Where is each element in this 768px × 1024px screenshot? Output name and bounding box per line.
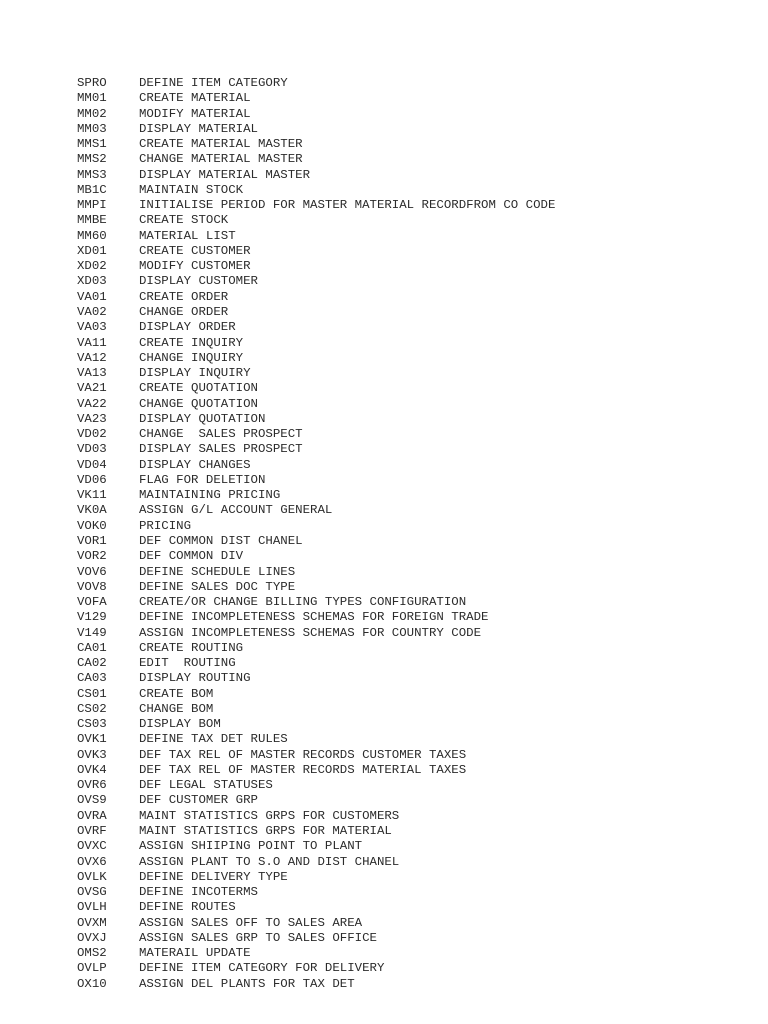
- list-item: [77, 397, 555, 412]
- transaction-code: MMPI: [77, 198, 107, 213]
- transaction-description: DEFINE INCOTERMS: [139, 885, 258, 900]
- list-item: [77, 961, 555, 976]
- list-item: [77, 900, 555, 915]
- transaction-code: OVK4: [77, 762, 107, 777]
- list-item: [77, 778, 555, 793]
- transaction-description: CREATE MATERIAL: [139, 91, 251, 106]
- transaction-description: CHANGE QUOTATION: [139, 396, 258, 411]
- transaction-code: OVS9: [77, 793, 107, 808]
- transaction-code: VOK0: [77, 518, 107, 533]
- transaction-description: MAINT STATISTICS GRPS FOR CUSTOMERS: [139, 808, 400, 823]
- transaction-description: DISPLAY QUOTATION: [139, 411, 266, 426]
- transaction-code: OVR6: [77, 778, 107, 793]
- transaction-code: CS01: [77, 686, 107, 701]
- list-item: [77, 809, 555, 824]
- transaction-code: MB1C: [77, 182, 107, 197]
- transaction-code: VK11: [77, 488, 107, 503]
- list-item: [77, 946, 555, 961]
- list-item: [77, 244, 555, 259]
- transaction-description: MODIFY CUSTOMER: [139, 259, 251, 274]
- list-item: [77, 137, 555, 152]
- transaction-description: DISPLAY INQUIRY: [139, 366, 251, 381]
- transaction-description: CHANGE BOM: [139, 701, 214, 716]
- transaction-code: OMS2: [77, 946, 107, 961]
- list-item: [77, 259, 555, 274]
- list-item: [77, 824, 555, 839]
- transaction-code: VOR1: [77, 533, 107, 548]
- list-item: [77, 641, 555, 656]
- transaction-code: MM01: [77, 91, 107, 106]
- list-item: [77, 305, 555, 320]
- transaction-code: OX10: [77, 976, 107, 991]
- transaction-code: OVRA: [77, 808, 107, 823]
- list-item: [77, 320, 555, 335]
- list-item: [77, 565, 555, 580]
- transaction-description: CREATE BOM: [139, 686, 214, 701]
- transaction-description: CHANGE INQUIRY: [139, 350, 244, 365]
- transaction-description: DEFINE ROUTES: [139, 900, 236, 915]
- transaction-code: VA01: [77, 289, 107, 304]
- transaction-code: VA03: [77, 320, 107, 335]
- transaction-code: MM02: [77, 106, 107, 121]
- transaction-description: ASSIGN SALES OFF TO SALES AREA: [139, 915, 363, 930]
- transaction-description: DISPLAY MATERIAL: [139, 121, 258, 136]
- transaction-code: MMBE: [77, 213, 107, 228]
- list-item: [77, 793, 555, 808]
- transaction-code: OVLH: [77, 900, 107, 915]
- transaction-description: DEFINE ITEM CATEGORY: [139, 76, 288, 90]
- list-item: [77, 534, 555, 549]
- list-item: [77, 763, 555, 778]
- transaction-code: CA03: [77, 671, 107, 686]
- transaction-description: DEF TAX REL OF MASTER RECORDS MATERIAL TAXES: [139, 762, 467, 777]
- list-item: [77, 931, 555, 946]
- transaction-code: MMS2: [77, 152, 107, 167]
- transaction-code: OVX6: [77, 854, 107, 869]
- list-item: [77, 855, 555, 870]
- list-item: [77, 76, 555, 91]
- transaction-code: OVXM: [77, 915, 107, 930]
- list-item: [77, 336, 555, 351]
- transaction-description: DISPLAY BOM: [139, 717, 221, 732]
- list-item: [77, 702, 555, 717]
- transaction-code: V129: [77, 610, 107, 625]
- transaction-description: DEF LEGAL STATUSES: [139, 778, 273, 793]
- transaction-code: MM03: [77, 121, 107, 136]
- transaction-description: ASSIGN INCOMPLETENESS SCHEMAS FOR COUNTRY CODE: [139, 625, 482, 640]
- list-item: [77, 168, 555, 183]
- list-item: [77, 122, 555, 137]
- transaction-code: OVSG: [77, 885, 107, 900]
- list-item: [77, 671, 555, 686]
- transaction-description: CREATE/OR CHANGE BILLING TYPES CONFIGURATION: [139, 595, 467, 610]
- list-item: [77, 595, 555, 610]
- transaction-description: CREATE ROUTING: [139, 640, 244, 655]
- list-item: [77, 412, 555, 427]
- transaction-description: CHANGE SALES PROSPECT: [139, 427, 303, 442]
- transaction-code: VD04: [77, 457, 107, 472]
- transaction-description: MAINTAIN STOCK: [139, 182, 244, 197]
- transaction-description: DEFINE SALES DOC TYPE: [139, 579, 296, 594]
- transaction-code: CA02: [77, 656, 107, 671]
- list-item: [77, 274, 555, 289]
- list-item: [77, 351, 555, 366]
- transaction-description: DISPLAY ORDER: [139, 320, 236, 335]
- transaction-description: MAINT STATISTICS GRPS FOR MATERIAL: [139, 824, 392, 839]
- list-item: [77, 885, 555, 900]
- transaction-description: DEFINE TAX DET RULES: [139, 732, 288, 747]
- transaction-code: VA22: [77, 396, 107, 411]
- transaction-description: DEFINE SCHEDULE LINES: [139, 564, 296, 579]
- list-item: [77, 366, 555, 381]
- transaction-description: ASSIGN SALES GRP TO SALES OFFICE: [139, 930, 377, 945]
- list-item: [77, 717, 555, 732]
- transaction-description: CREATE STOCK: [139, 213, 229, 228]
- transaction-description: DISPLAY CUSTOMER: [139, 274, 258, 289]
- transaction-code: XD03: [77, 274, 107, 289]
- list-item: [77, 839, 555, 854]
- transaction-description: CREATE QUOTATION: [139, 381, 258, 396]
- list-item: [77, 732, 555, 747]
- list-item: [77, 549, 555, 564]
- transaction-code: V149: [77, 625, 107, 640]
- transaction-description: DISPLAY SALES PROSPECT: [139, 442, 303, 457]
- transaction-code: OVLP: [77, 961, 107, 976]
- transaction-code: VA11: [77, 335, 107, 350]
- transaction-code: CA01: [77, 640, 107, 655]
- transaction-description: INITIALISE PERIOD FOR MASTER MATERIAL RECORDFROM CO CODE: [139, 198, 556, 213]
- list-item: [77, 610, 555, 625]
- transaction-code: VA21: [77, 381, 107, 396]
- transaction-description: ASSIGN DEL PLANTS FOR TAX DET: [139, 976, 355, 991]
- transaction-description: MATERAIL UPDATE: [139, 946, 251, 961]
- transaction-code: CS03: [77, 717, 107, 732]
- transaction-description: DISPLAY ROUTING: [139, 671, 251, 686]
- transaction-code: VD06: [77, 472, 107, 487]
- list-item: [77, 442, 555, 457]
- transaction-description: DEFINE ITEM CATEGORY FOR DELIVERY: [139, 961, 385, 976]
- transaction-code: SPRO: [77, 76, 107, 90]
- transaction-code: MMS1: [77, 137, 107, 152]
- list-item: [77, 198, 555, 213]
- transaction-code: VOFA: [77, 595, 107, 610]
- transaction-code: VA02: [77, 304, 107, 319]
- transaction-description: CREATE INQUIRY: [139, 335, 244, 350]
- transaction-description: PRICING: [139, 518, 192, 533]
- list-item: [77, 427, 555, 442]
- transaction-description: DEF TAX REL OF MASTER RECORDS CUSTOMER TAXES: [139, 747, 467, 762]
- list-item: [77, 519, 555, 534]
- transaction-description: CHANGE MATERIAL MASTER: [139, 152, 303, 167]
- list-item: [77, 381, 555, 396]
- transaction-code: CS02: [77, 701, 107, 716]
- transaction-code: OVXJ: [77, 930, 107, 945]
- transaction-code: VD02: [77, 427, 107, 442]
- transaction-code: VOR2: [77, 549, 107, 564]
- list-item: [77, 977, 555, 992]
- transaction-code: OVK3: [77, 747, 107, 762]
- transaction-description: CREATE ORDER: [139, 289, 229, 304]
- list-item: [77, 748, 555, 763]
- transaction-code: VD03: [77, 442, 107, 457]
- list-item: [77, 488, 555, 503]
- transaction-code: OVK1: [77, 732, 107, 747]
- list-item: [77, 687, 555, 702]
- list-item: [77, 107, 555, 122]
- transaction-description: CREATE CUSTOMER: [139, 243, 251, 258]
- list-item: [77, 183, 555, 198]
- transaction-code: OVXC: [77, 839, 107, 854]
- transaction-description: FLAG FOR DELETION: [139, 472, 266, 487]
- transaction-code: VK0A: [77, 503, 107, 518]
- list-item: [77, 626, 555, 641]
- list-item: [77, 290, 555, 305]
- transaction-code: OVLK: [77, 869, 107, 884]
- transaction-code: MM60: [77, 228, 107, 243]
- list-item: [77, 580, 555, 595]
- transaction-description: DEFINE INCOMPLETENESS SCHEMAS FOR FOREIGN TRADE: [139, 610, 489, 625]
- list-item: [77, 152, 555, 167]
- list-item: [77, 870, 555, 885]
- list-item: [77, 213, 555, 228]
- transaction-description: CREATE MATERIAL MASTER: [139, 137, 303, 152]
- transaction-code: OVRF: [77, 824, 107, 839]
- list-item: [77, 229, 555, 244]
- transaction-code: VA23: [77, 411, 107, 426]
- transaction-description: DEF CUSTOMER GRP: [139, 793, 258, 808]
- transaction-code: VA13: [77, 366, 107, 381]
- transaction-code: XD01: [77, 243, 107, 258]
- transaction-code: MMS3: [77, 167, 107, 182]
- list-item: [77, 458, 555, 473]
- transaction-description: MODIFY MATERIAL: [139, 106, 251, 121]
- transaction-description: DEFINE DELIVERY TYPE: [139, 869, 288, 884]
- transaction-description: ASSIGN G/L ACCOUNT GENERAL: [139, 503, 333, 518]
- transaction-description: DEF COMMON DIV: [139, 549, 244, 564]
- transaction-code: XD02: [77, 259, 107, 274]
- transaction-code: VOV8: [77, 579, 107, 594]
- list-item: [77, 916, 555, 931]
- transaction-description: DISPLAY CHANGES: [139, 457, 251, 472]
- transaction-description: MAINTAINING PRICING: [139, 488, 281, 503]
- list-item: [77, 503, 555, 518]
- transaction-description: EDIT ROUTING: [139, 656, 236, 671]
- list-item: [77, 656, 555, 671]
- transaction-description: MATERIAL LIST: [139, 228, 236, 243]
- transaction-code-list: [77, 76, 555, 992]
- transaction-description: ASSIGN PLANT TO S.O AND DIST CHANEL: [139, 854, 400, 869]
- transaction-description: CHANGE ORDER: [139, 304, 229, 319]
- list-item: [77, 91, 555, 106]
- transaction-description: DEF COMMON DIST CHANEL: [139, 533, 303, 548]
- transaction-code: VOV6: [77, 564, 107, 579]
- transaction-description: ASSIGN SHIIPING POINT TO PLANT: [139, 839, 363, 854]
- transaction-description: DISPLAY MATERIAL MASTER: [139, 167, 311, 182]
- list-item: [77, 473, 555, 488]
- transaction-code: VA12: [77, 350, 107, 365]
